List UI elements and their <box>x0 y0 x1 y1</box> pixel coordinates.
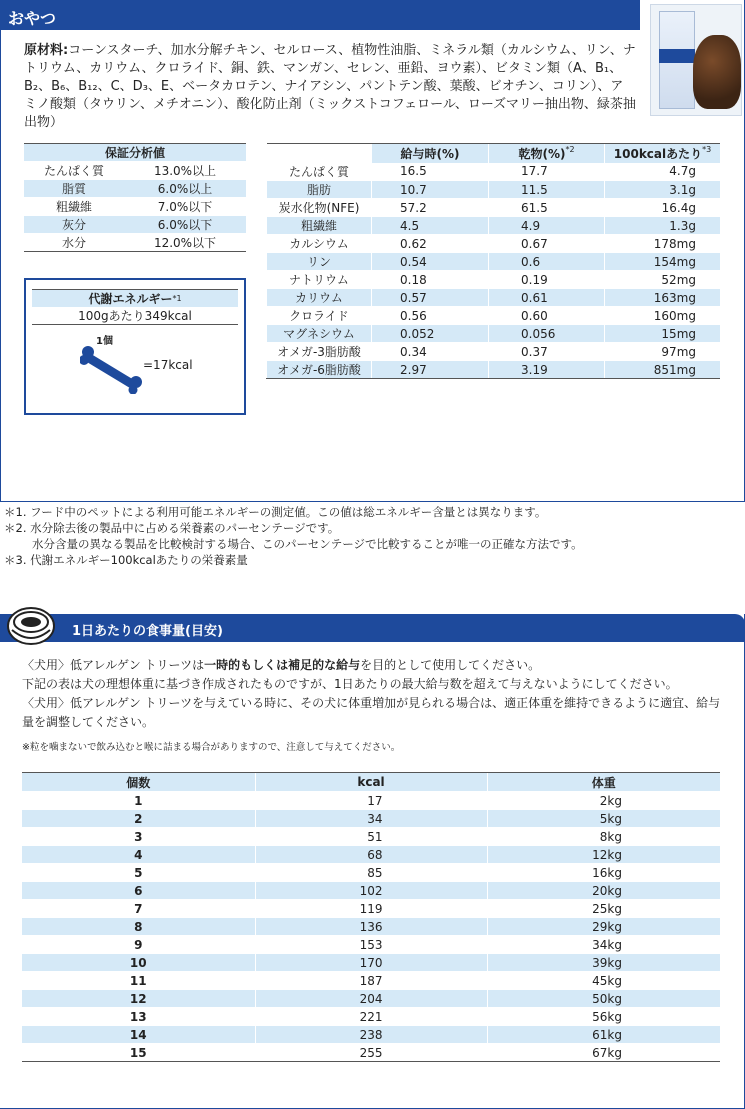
treat-count: 1 <box>22 792 255 810</box>
treat-kcal-total: 17 <box>255 792 487 810</box>
table-row <box>24 234 246 252</box>
intro-line-1 <box>22 656 732 675</box>
nutrient-col-note: *3 <box>702 144 712 154</box>
guaranteed-value: 7.0%以下 <box>124 198 246 216</box>
guaranteed-name: 粗繊維 <box>24 198 124 216</box>
treat-kcal-total: 102 <box>255 882 487 900</box>
nutrient-col-header <box>267 144 372 163</box>
guaranteed-name: 水分 <box>24 234 124 252</box>
nutrient-per-100kcal: 15mg <box>605 325 721 343</box>
dog-weight: 16kg <box>487 864 720 882</box>
nutrient-as-fed: 57.2 <box>372 199 489 217</box>
nutrient-per-100kcal: 97mg <box>605 343 721 361</box>
guaranteed-header: 保証分析値 <box>24 144 246 162</box>
guaranteed-name: 脂質 <box>24 180 124 198</box>
nutrient-col-label: 給与時(%) <box>400 146 460 161</box>
choking-caution: ※粒を噛まないで飲み込むと喉に詰まる場合がありますので、注意して与えてください。 <box>22 742 401 753</box>
treat-kcal-total: 187 <box>255 972 487 990</box>
nutrient-dry-matter: 17.7 <box>489 163 605 181</box>
footnote-2: ＊2. 水分除去後の製品中に占める栄養素のパーセンテージです。 <box>4 521 340 535</box>
nutrient-table <box>266 143 720 379</box>
table-row <box>267 163 721 181</box>
table-row <box>267 217 721 235</box>
treat-count: 14 <box>22 1026 255 1044</box>
table-row <box>267 199 721 217</box>
nutrient-per-100kcal: 163mg <box>605 289 721 307</box>
footnote-1: ＊1. フード中のペットによる利用可能エネルギーの測定値。この値は総エネルギー含量とは異なります。 <box>4 505 547 519</box>
nutrient-name: 炭水化物(NFE) <box>267 199 372 217</box>
dog-weight: 34kg <box>487 936 720 954</box>
guaranteed-value: 12.0%以下 <box>124 234 246 252</box>
nutrient-as-fed: 0.18 <box>372 271 489 289</box>
table-row <box>267 253 721 271</box>
ingredients-text: コーンスターチ、加水分解チキン、セルロース、植物性油脂、ミネラル類（カルシウム、リン、ナトリウム、カリウム、クロライド、銅、鉄、マンガン、セレン、亜鉛、ヨウ素）、ビタミン類（A、B₁、B₂、B₆、B₁₂、C、D₃、E、ベータカロテン、ナイアシン、パントテン酸、葉酸、ビオチン、コリン）、アミノ酸類（タウリン、メチオニン）、酸化防止剤（ミックストコフェロール、ローズマリー抽出物、緑茶抽出物） <box>24 43 636 130</box>
table-row <box>24 198 246 216</box>
dog-weight: 67kg <box>487 1044 720 1062</box>
treat-count: 10 <box>22 954 255 972</box>
guaranteed-value: 13.0%以上 <box>124 162 246 180</box>
treat-kcal-total: 170 <box>255 954 487 972</box>
table-row <box>22 900 720 918</box>
feeding-col-header: 体重 <box>487 773 720 792</box>
nutrient-col-note: *2 <box>565 144 575 154</box>
treat-count: 5 <box>22 864 255 882</box>
treat-kcal-total: 85 <box>255 864 487 882</box>
nutrient-per-100kcal: 3.1g <box>605 181 721 199</box>
nutrient-as-fed: 0.56 <box>372 307 489 325</box>
table-row <box>22 828 720 846</box>
guaranteed-name: たんぱく質 <box>24 162 124 180</box>
metabolizable-energy-box <box>24 278 246 415</box>
treat-kcal-total: 34 <box>255 810 487 828</box>
dog-weight: 45kg <box>487 972 720 990</box>
feeding-section-header <box>0 614 745 642</box>
dog-weight: 12kg <box>487 846 720 864</box>
treat-kcal-total: 51 <box>255 828 487 846</box>
treat-kcal-total: 136 <box>255 918 487 936</box>
table-row <box>22 864 720 882</box>
nutrient-name: 脂肪 <box>267 181 372 199</box>
dog-weight: 56kg <box>487 1008 720 1026</box>
nutrient-per-100kcal: 851mg <box>605 361 721 379</box>
nutrient-per-100kcal: 4.7g <box>605 163 721 181</box>
treat-count: 2 <box>22 810 255 828</box>
feeding-col-header: kcal <box>255 773 487 792</box>
feeding-intro <box>22 656 732 732</box>
energy-header <box>32 289 238 307</box>
dog-weight: 25kg <box>487 900 720 918</box>
nutrient-per-100kcal: 160mg <box>605 307 721 325</box>
treat-count: 3 <box>22 828 255 846</box>
footnote-2-cont: 水分含量の異なる製品を比較検討する場合、このパーセンテージで比較することが唯一の正確な方法です。 <box>32 537 583 551</box>
table-row <box>267 181 721 199</box>
treat-count: 15 <box>22 1044 255 1062</box>
nutrient-dry-matter: 61.5 <box>489 199 605 217</box>
treat-count: 4 <box>22 846 255 864</box>
nutrient-name: オメガ-3脂肪酸 <box>267 343 372 361</box>
table-row <box>22 936 720 954</box>
nutrient-as-fed: 0.62 <box>372 235 489 253</box>
nutrient-name: ナトリウム <box>267 271 372 289</box>
section-header-treats <box>0 0 640 30</box>
treat-count: 9 <box>22 936 255 954</box>
table-row <box>22 918 720 936</box>
nutrient-as-fed: 4.5 <box>372 217 489 235</box>
treat-count: 7 <box>22 900 255 918</box>
guaranteed-name: 灰分 <box>24 216 124 234</box>
table-row <box>267 325 721 343</box>
nutrient-per-100kcal: 154mg <box>605 253 721 271</box>
table-row <box>24 216 246 234</box>
table-row <box>22 882 720 900</box>
energy-value: 100gあたり349kcal <box>32 307 238 325</box>
treat-count: 12 <box>22 990 255 1008</box>
nutrient-name: オメガ-6脂肪酸 <box>267 361 372 379</box>
product-image <box>650 4 742 116</box>
treat-kcal: =17kcal <box>143 358 193 372</box>
nutrient-name: 粗繊維 <box>267 217 372 235</box>
nutrient-dry-matter: 0.37 <box>489 343 605 361</box>
footnotes <box>4 504 583 568</box>
table-row <box>24 162 246 180</box>
nutrient-col-label: 100kcalあたり <box>613 146 703 161</box>
treat-kcal-total: 153 <box>255 936 487 954</box>
bone-icon <box>80 346 142 394</box>
nutrient-as-fed: 0.54 <box>372 253 489 271</box>
treat-count: 6 <box>22 882 255 900</box>
nutrient-dry-matter: 4.9 <box>489 217 605 235</box>
dog-weight: 2kg <box>487 792 720 810</box>
nutrient-as-fed: 2.97 <box>372 361 489 379</box>
treat-kcal-total: 221 <box>255 1008 487 1026</box>
table-row <box>267 343 721 361</box>
nutrient-dry-matter: 0.61 <box>489 289 605 307</box>
table-row <box>22 846 720 864</box>
header-title: おやつ <box>8 9 57 28</box>
nutrient-dry-matter: 0.6 <box>489 253 605 271</box>
intro-line-2: 下記の表は犬の理想体重に基づき作成されたものですが、1日あたりの最大給与数を超えて与えないようにしてください。 <box>22 677 678 691</box>
table-row <box>22 972 720 990</box>
energy-header-text: 代謝エネルギー <box>88 292 173 306</box>
dog-weight: 61kg <box>487 1026 720 1044</box>
dog-bowl-icon <box>6 602 56 648</box>
product-label-stripe <box>659 49 695 63</box>
feeding-title: 1日あたりの食事量(目安) <box>72 624 223 639</box>
intro-line-3: 〈犬用〉低アレルゲン トリーツを与えている時に、その犬に体重増加が見られる場合は、適正体重を維持できるように適宜、給与量を調整してください。 <box>22 696 721 729</box>
energy-note-ref: *1 <box>172 294 182 303</box>
nutrient-col-header <box>372 144 489 163</box>
treat-kcal-total: 68 <box>255 846 487 864</box>
table-row <box>22 792 720 810</box>
table-row <box>22 990 720 1008</box>
nutrient-dry-matter: 11.5 <box>489 181 605 199</box>
nutrient-col-header <box>489 144 605 163</box>
nutrient-as-fed: 16.5 <box>372 163 489 181</box>
nutrient-name: リン <box>267 253 372 271</box>
nutrient-dry-matter: 0.60 <box>489 307 605 325</box>
guaranteed-value: 6.0%以上 <box>124 180 246 198</box>
nutrient-name: マグネシウム <box>267 325 372 343</box>
nutrient-name: たんぱく質 <box>267 163 372 181</box>
table-row <box>22 810 720 828</box>
nutrient-per-100kcal: 178mg <box>605 235 721 253</box>
table-row <box>22 954 720 972</box>
table-row <box>24 180 246 198</box>
table-row <box>22 1008 720 1026</box>
nutrient-name: クロライド <box>267 307 372 325</box>
nutrient-per-100kcal: 52mg <box>605 271 721 289</box>
nutrient-col-header <box>605 144 721 163</box>
treat-kcal-total: 204 <box>255 990 487 1008</box>
feeding-col-header: 個数 <box>22 773 255 792</box>
nutrient-dry-matter: 0.056 <box>489 325 605 343</box>
nutrient-per-100kcal: 1.3g <box>605 217 721 235</box>
nutrient-as-fed: 10.7 <box>372 181 489 199</box>
treat-count-label: 1個 <box>96 336 113 347</box>
dog-weight: 39kg <box>487 954 720 972</box>
nutrient-as-fed: 0.57 <box>372 289 489 307</box>
guaranteed-value: 6.0%以下 <box>124 216 246 234</box>
treat-kcal-total: 255 <box>255 1044 487 1062</box>
nutrient-as-fed: 0.34 <box>372 343 489 361</box>
table-row <box>267 235 721 253</box>
dog-photo <box>693 35 741 109</box>
ingredients-label: 原材料: <box>24 43 69 58</box>
treat-count: 11 <box>22 972 255 990</box>
table-row <box>267 361 721 379</box>
dog-weight: 20kg <box>487 882 720 900</box>
treat-kcal-total: 119 <box>255 900 487 918</box>
table-row <box>22 1026 720 1044</box>
table-row <box>267 289 721 307</box>
footnote-3: ＊3. 代謝エネルギー100kcalあたりの栄養素量 <box>4 553 248 567</box>
intro-1-pre: 〈犬用〉低アレルゲン トリーツは <box>22 658 205 672</box>
treat-count: 13 <box>22 1008 255 1026</box>
dog-weight: 29kg <box>487 918 720 936</box>
treat-kcal-total: 238 <box>255 1026 487 1044</box>
ingredients <box>24 42 636 132</box>
table-row <box>267 307 721 325</box>
dog-weight: 5kg <box>487 810 720 828</box>
dog-weight: 8kg <box>487 828 720 846</box>
table-row <box>267 271 721 289</box>
nutrient-dry-matter: 0.67 <box>489 235 605 253</box>
nutrient-dry-matter: 0.19 <box>489 271 605 289</box>
guaranteed-analysis-table <box>24 143 246 252</box>
nutrient-dry-matter: 3.19 <box>489 361 605 379</box>
nutrient-as-fed: 0.052 <box>372 325 489 343</box>
nutrient-name: カリウム <box>267 289 372 307</box>
nutrient-per-100kcal: 16.4g <box>605 199 721 217</box>
nutrient-name: カルシウム <box>267 235 372 253</box>
intro-1-post: を目的として使用してください。 <box>360 658 541 672</box>
feeding-table <box>22 772 720 1062</box>
nutrient-col-label: 乾物(%) <box>518 146 566 161</box>
intro-1-bold: 一時的もしくは補足的な給与 <box>204 658 361 672</box>
table-row <box>22 1044 720 1062</box>
dog-weight: 50kg <box>487 990 720 1008</box>
treat-count: 8 <box>22 918 255 936</box>
